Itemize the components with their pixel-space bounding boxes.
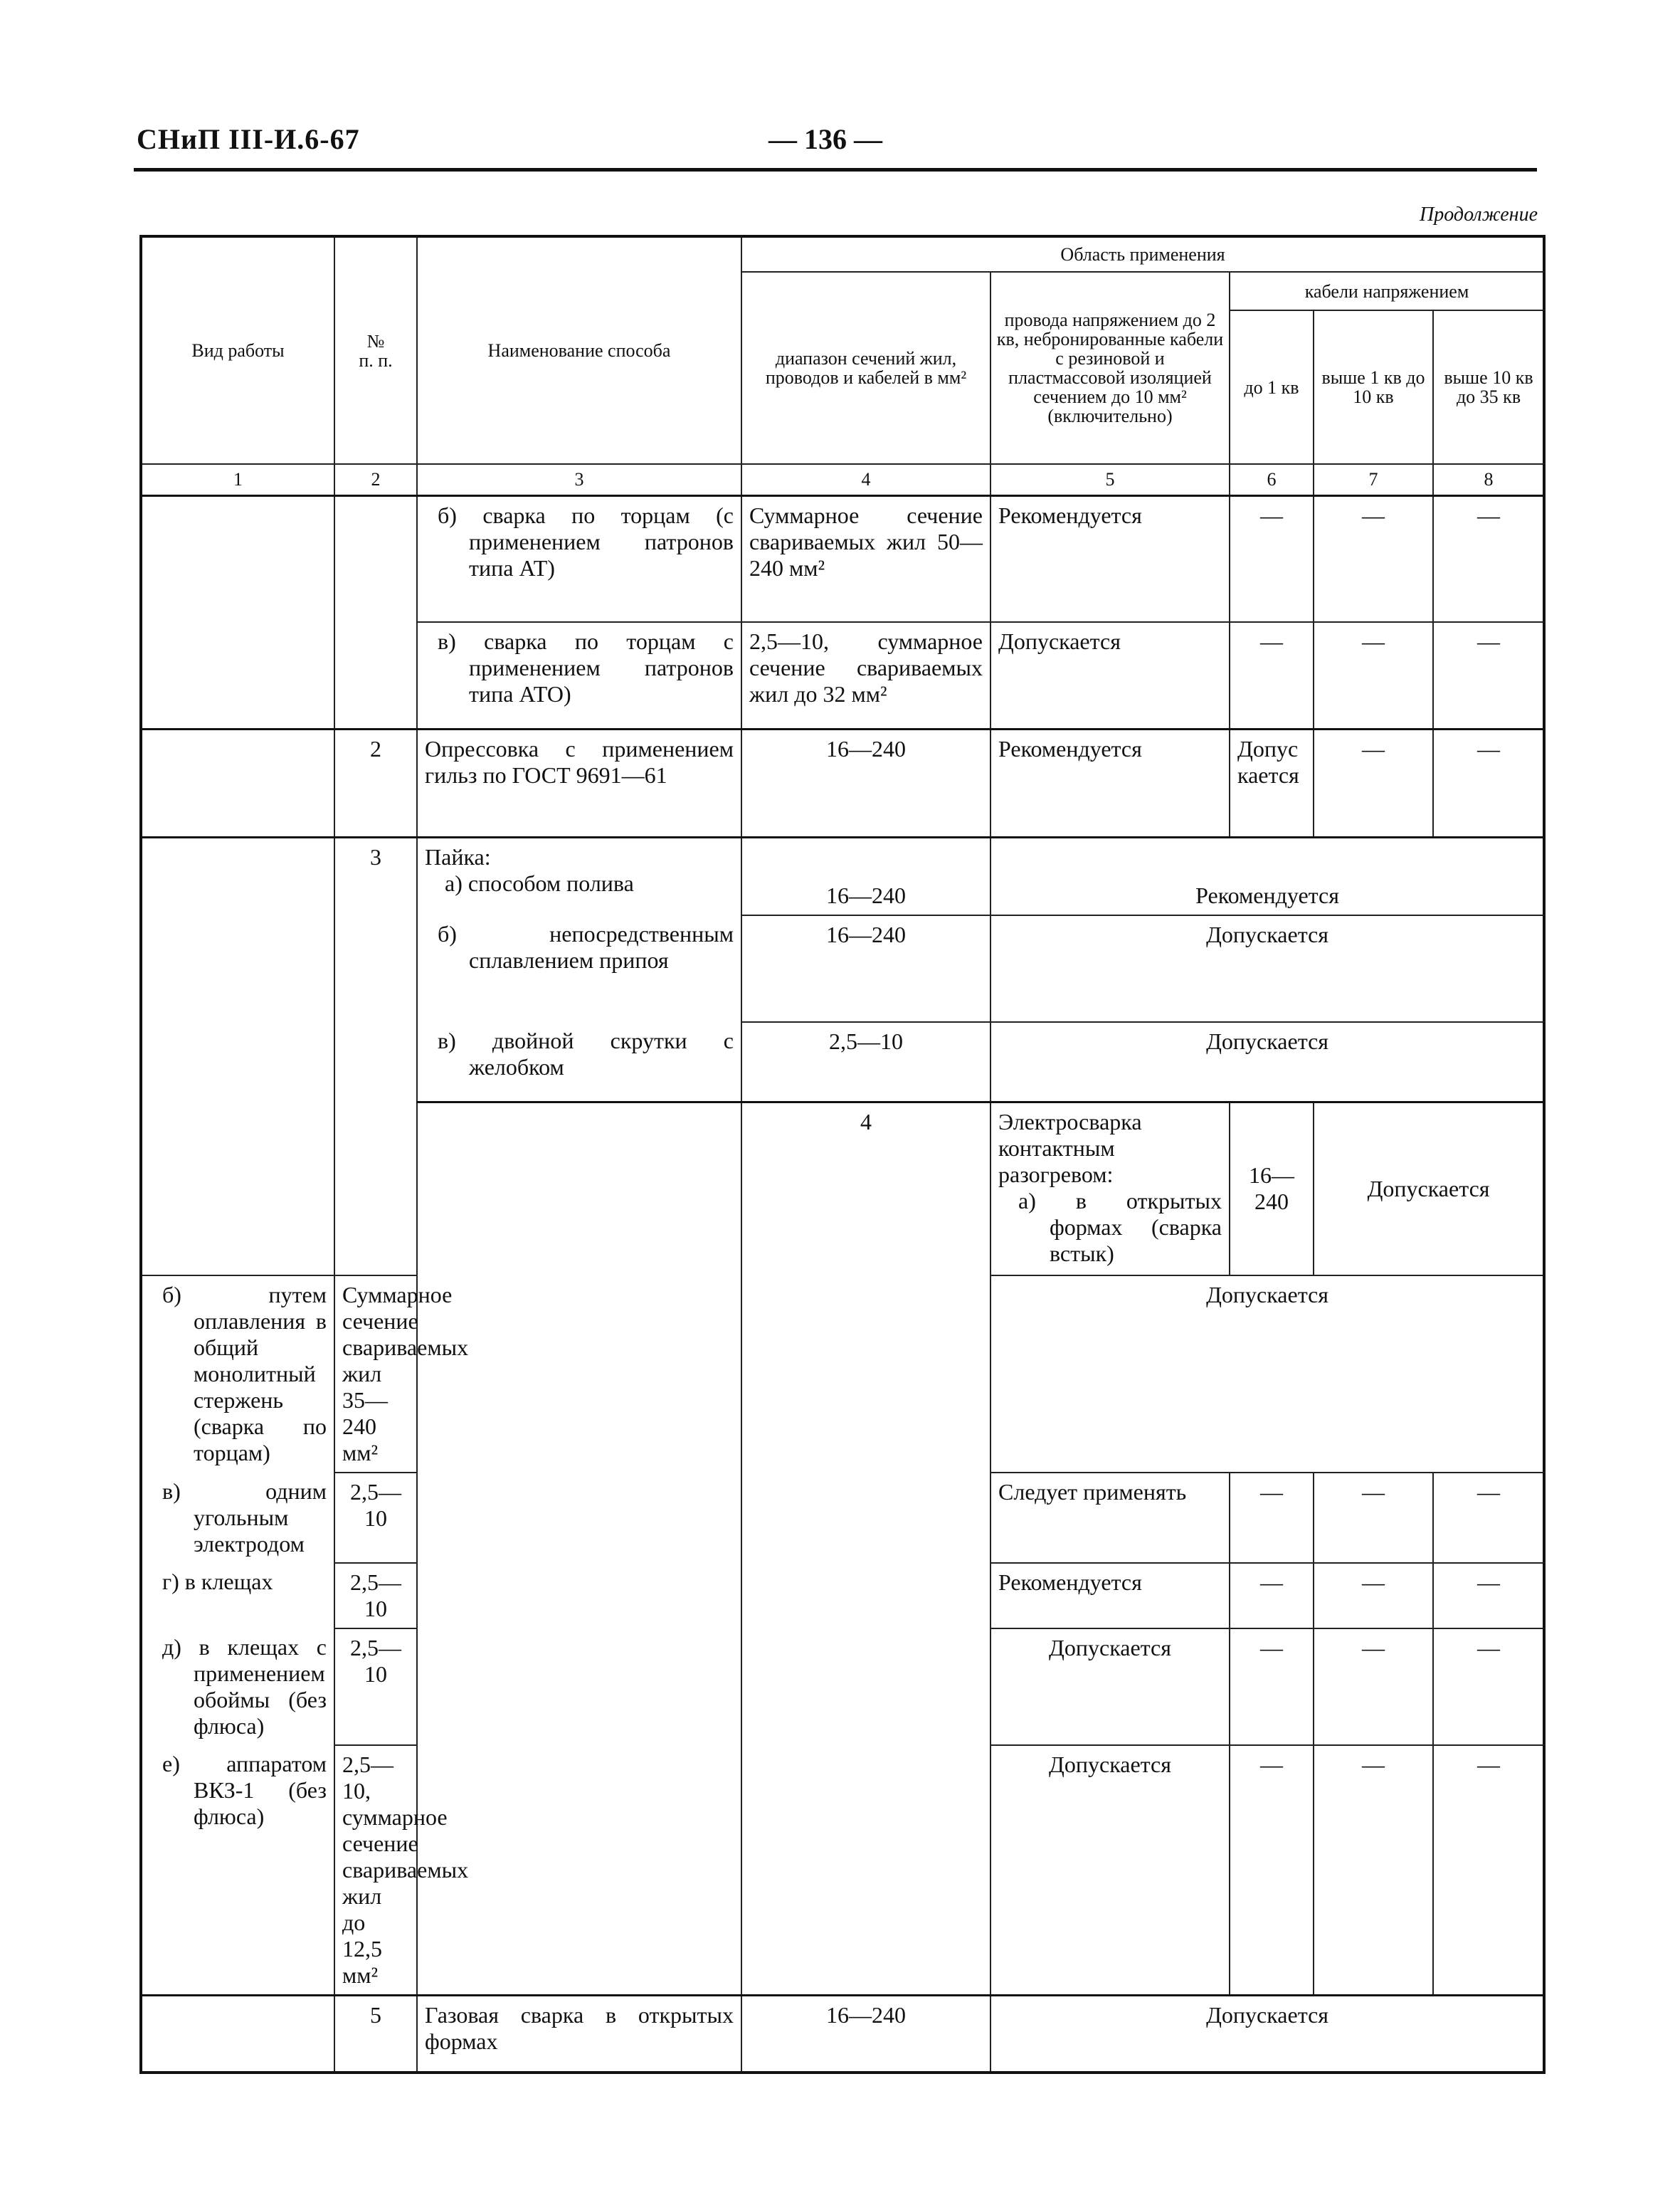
- header-kind: Вид работы: [141, 236, 334, 464]
- col-number: 8: [1433, 464, 1544, 495]
- cell-range: 16—240: [741, 837, 990, 915]
- cell-range: 16—240: [1230, 1102, 1314, 1275]
- cell-c8: —: [1433, 1563, 1544, 1628]
- cell-method: [990, 1102, 1230, 1275]
- col-number: 2: [334, 464, 417, 495]
- group-title: Электросварка контактным разогревом:: [998, 1108, 1142, 1187]
- cell-span: Допускается: [990, 1275, 1544, 1473]
- cell-c6: Допускается: [1230, 729, 1314, 837]
- col-number: 6: [1230, 464, 1314, 495]
- cell-c8: —: [1433, 622, 1544, 729]
- cell-wires: Рекомендуется: [990, 729, 1230, 837]
- cell-method: г) в клещах: [141, 1563, 334, 1628]
- cell-range: 2,5—10: [334, 1628, 417, 1745]
- cell-range: 16—240: [741, 1996, 990, 2073]
- cell-num: 5: [334, 1996, 417, 2073]
- col-number: 4: [741, 464, 990, 495]
- cell-range: Суммарное сечение свариваемых жил 50—240 мм²: [741, 495, 990, 622]
- cell-method: б) сварка по торцам (с применением патронов типа АТ): [417, 495, 741, 622]
- cell-range: 16—240: [741, 729, 990, 837]
- header-wires: провода напряжением до 2 кв, небронированные кабели с резиновой и пластмассовой изоляцией сечением до 10 мм² (включительно): [990, 272, 1230, 464]
- cell-wires: Допускается: [990, 622, 1230, 729]
- cell-num: 3: [334, 837, 417, 1275]
- header-scope: Область применения: [741, 236, 1544, 272]
- cell-num: [334, 495, 417, 729]
- col-number: 1: [141, 464, 334, 495]
- cell-method: в) двойной скрутки с желобком: [417, 1022, 741, 1102]
- header-num: № п. п.: [334, 236, 417, 464]
- cell-method: е) аппаратом ВКЗ-1 (без флюса): [141, 1745, 334, 1996]
- cell-range: 2,5—10: [741, 1022, 990, 1102]
- cell-c6: —: [1230, 1563, 1314, 1628]
- cell-range: 16—240: [741, 915, 990, 1022]
- cell-span: Допускается: [990, 915, 1544, 1022]
- col-number: 3: [417, 464, 741, 495]
- cell-wires: Допускается: [990, 1745, 1230, 1996]
- cell-num: 2: [334, 729, 417, 837]
- table-row: [141, 1996, 1544, 2073]
- cell-method: Опрессовка с применением гильз по ГОСТ 9691—61: [417, 729, 741, 837]
- cell-method: Газовая сварка в открытых формах: [417, 1996, 741, 2073]
- header-range: диапазон сечений жил, проводов и кабелей в мм²: [741, 272, 990, 464]
- cell-method: в) одним угольным электродом: [141, 1473, 334, 1563]
- cell-c8: —: [1433, 1628, 1544, 1745]
- cell-method: б) непосредственным сплавлением припоя: [417, 915, 741, 1022]
- header-cable-1-10: выше 1 кв до 10 кв: [1314, 310, 1433, 464]
- cell-wires: Допускается: [990, 1628, 1230, 1745]
- cell-range: 2,5—10: [334, 1563, 417, 1628]
- header-method: Наименование способа: [417, 236, 741, 464]
- cell-c8: —: [1433, 1745, 1544, 1996]
- cell-method: [417, 837, 741, 915]
- table-row: [141, 837, 1544, 915]
- cell-wires: Следует применять: [990, 1473, 1230, 1563]
- cell-c7: —: [1314, 622, 1433, 729]
- header-cable-to1: до 1 кв: [1230, 310, 1314, 464]
- cell-kind: [141, 1996, 334, 2073]
- document-code: СНиП III-И.6-67: [137, 123, 360, 155]
- cell-c7: —: [1314, 1745, 1433, 1996]
- header-cables: кабели напряжением: [1230, 272, 1544, 310]
- cell-range: Суммарное сечение свариваемых жил 35—240 мм²: [334, 1275, 417, 1473]
- cell-c8: —: [1433, 495, 1544, 622]
- table-row: [141, 495, 1544, 622]
- cell-method: б) путем оплавления в общий монолитный стержень (сварка по торцам): [141, 1275, 334, 1473]
- cell-c6: —: [1230, 1473, 1314, 1563]
- cell-range: 2,5—10, суммарное сечение свариваемых жил до 32 мм²: [741, 622, 990, 729]
- cell-c6: —: [1230, 1628, 1314, 1745]
- cell-kind: [141, 495, 334, 729]
- page-number: — 136 —: [768, 123, 882, 155]
- cell-method: д) в клещах с применением обоймы (без флюса): [141, 1628, 334, 1745]
- cell-c7: —: [1314, 1473, 1433, 1563]
- cell-span: Допускается: [990, 1022, 1544, 1102]
- header-cable-10-35: выше 10 кв до 35 кв: [1433, 310, 1544, 464]
- cell-c7: —: [1314, 729, 1433, 837]
- cell-span: Рекомендуется: [990, 837, 1544, 915]
- cell-wires: Рекомендуется: [990, 495, 1230, 622]
- cell-c6: —: [1230, 495, 1314, 622]
- cell-span: Допускается: [990, 1996, 1544, 2073]
- cell-c8: —: [1433, 1473, 1544, 1563]
- sub-method: а) способом полива: [445, 870, 634, 896]
- cell-range: 2,5—10, суммарное сечение свариваемых жил до 12,5 мм²: [334, 1745, 417, 1996]
- cell-method: в) сварка по торцам с применением патронов типа АТО): [417, 622, 741, 729]
- cell-wires: Рекомендуется: [990, 1563, 1230, 1628]
- sub-method: а) в открытых формах (сварка встык): [1018, 1187, 1222, 1266]
- methods-table: [139, 235, 1543, 2074]
- continuation-label: Продолжение: [1420, 204, 1538, 226]
- cell-num: 4: [741, 1102, 990, 1996]
- cell-kind: [141, 729, 334, 837]
- header-rule: [134, 168, 1537, 172]
- col-number: 7: [1314, 464, 1433, 495]
- cell-c7: —: [1314, 495, 1433, 622]
- cell-c6: —: [1230, 1745, 1314, 1996]
- col-number: 5: [990, 464, 1230, 495]
- table-row: [141, 729, 1544, 837]
- cell-kind: [141, 837, 334, 1275]
- group-title: Пайка:: [425, 843, 491, 870]
- cell-c7: —: [1314, 1628, 1433, 1745]
- cell-c7: —: [1314, 1563, 1433, 1628]
- cell-c6: —: [1230, 622, 1314, 729]
- cell-c8: —: [1433, 729, 1544, 837]
- cell-span: Допускается: [1314, 1102, 1544, 1275]
- cell-range: 2,5—10: [334, 1473, 417, 1563]
